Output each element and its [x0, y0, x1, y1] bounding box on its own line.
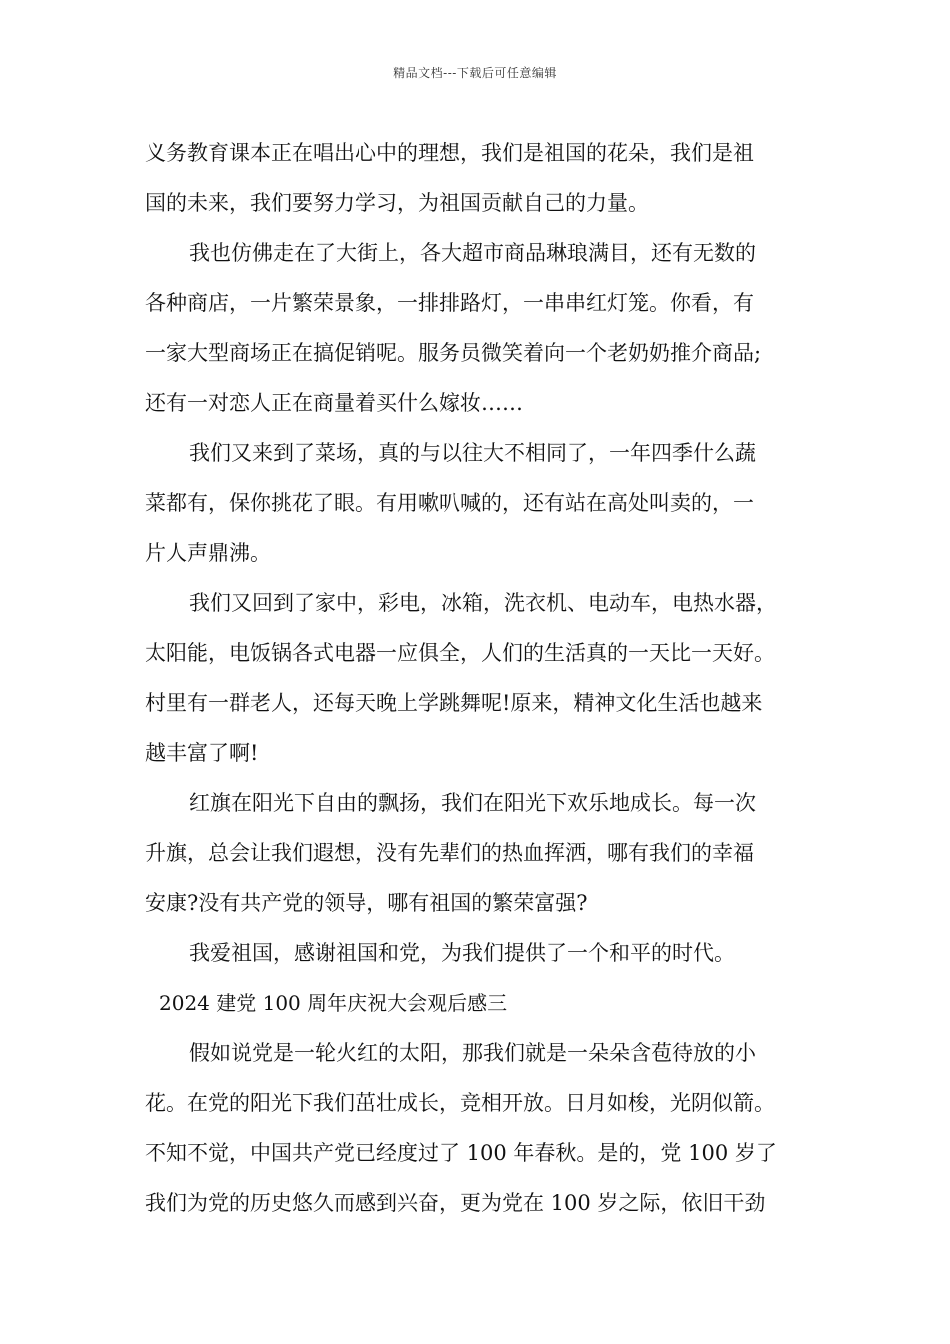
- section-heading: 2024 建党 100 周年庆祝大会观后感三: [159, 991, 508, 1015]
- text-line: 义务教育课本正在唱出心中的理想，我们是祖国的花朵，我们是祖: [145, 141, 754, 165]
- text-line: 我们又回到了家中，彩电，冰箱，洗衣机、电动车，电热水器，: [189, 591, 777, 615]
- text-line: 一家大型商场正在搞促销呢。服务员微笑着向一个老奶奶推介商品;: [145, 341, 762, 365]
- text-line: 各种商店，一片繁荣景象，一排排路灯，一串串红灯笼。你看，有: [145, 291, 754, 315]
- page-header: 精品文档---下载后可任意编辑: [393, 66, 557, 80]
- text-line: 越丰富了啊!: [145, 741, 259, 765]
- text-line: 我们为党的历史悠久而感到兴奋，更为党在 100 岁之际，依旧干劲: [145, 1191, 766, 1215]
- text-line: 我爱祖国，感谢祖国和党，为我们提供了一个和平的时代。: [189, 941, 735, 965]
- text-line: 村里有一群老人，还每天晚上学跳舞呢!原来，精神文化生活也越来: [145, 691, 763, 715]
- text-line: 还有一对恋人正在商量着买什么嫁妆……: [145, 391, 523, 415]
- text-line: 花。在党的阳光下我们茁壮成长，竞相开放。日月如梭，光阴似箭。: [145, 1091, 775, 1115]
- text-line: 我们又来到了菜场，真的与以往大不相同了，一年四季什么蔬: [189, 441, 756, 465]
- text-line: 安康?没有共产党的领导，哪有祖国的繁荣富强?: [145, 891, 588, 915]
- text-line: 我也仿佛走在了大街上，各大超市商品琳琅满目，还有无数的: [189, 241, 756, 265]
- text-line: 红旗在阳光下自由的飘扬，我们在阳光下欢乐地成长。每一次: [189, 791, 756, 815]
- text-line: 片人声鼎沸。: [145, 541, 271, 565]
- text-line: 太阳能，电饭锅各式电器一应俱全，人们的生活真的一天比一天好。: [145, 641, 775, 665]
- document-body: [145, 131, 807, 1231]
- text-line: 不知不觉，中国共产党已经度过了 100 年春秋。是的，党 100 岁了: [145, 1141, 777, 1165]
- text-line: 假如说党是一轮火红的太阳，那我们就是一朵朵含苞待放的小: [189, 1041, 756, 1065]
- text-line: 国的未来，我们要努力学习，为祖国贡献自己的力量。: [145, 191, 649, 215]
- text-line: 菜都有，保你挑花了眼。有用嗽叭喊的，还有站在高处叫卖的，一: [145, 491, 754, 515]
- text-line: 升旗，总会让我们遐想，没有先辈们的热血挥洒，哪有我们的幸福: [145, 841, 754, 865]
